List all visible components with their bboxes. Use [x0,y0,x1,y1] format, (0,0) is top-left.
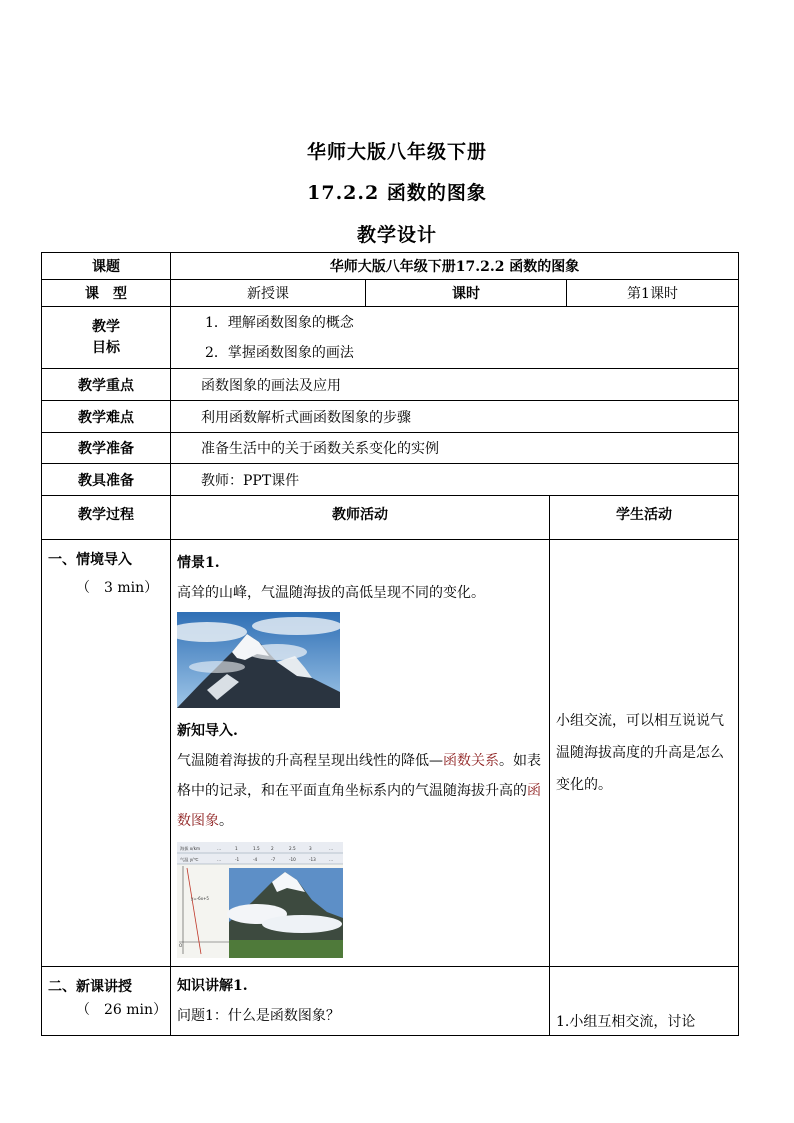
key-value: 函数图象的画法及应用 [171,369,739,401]
topic-value: 华师大版八年级下册17.2.2 函数的图象 [171,253,739,280]
highlight-function-relation: 函数关系 [443,753,499,769]
hours-value: 第1课时 [567,280,739,307]
tools-value: 教师：PPT课件 [171,464,739,496]
figure-table-cell: … [329,857,334,862]
figure-table-cell: 2 [271,846,274,851]
row-prep [42,433,739,464]
figure-table-cell: -7 [271,857,276,862]
goals-label-line1: 教学 [92,318,120,335]
section2-teacher-activity [171,967,550,1036]
row-section2 [42,967,739,1036]
knowledge-title: 知识讲解1. [177,978,248,994]
figure-table-cell: -1 [235,857,240,862]
section1-phase [42,540,171,967]
figure-table-cell: … [329,846,334,851]
new-text-part: 气温随着海拔的升高程呈现出线性的降低— [177,753,443,769]
figure-table-cell: -13 [309,857,316,862]
prep-label: 教学准备 [42,433,171,464]
type-label: 课 型 [42,280,171,307]
goal-item: 1．理解函数图象的概念 [205,314,354,331]
difficulty-value: 利用函数解析式画函数图象的步骤 [171,401,739,433]
scene-title: 情景1. [177,555,220,571]
figure-table-cell: 1 [235,846,238,851]
row-key [42,369,739,401]
prep-value: 准备生活中的关于函数关系变化的实例 [171,433,739,464]
row-type [42,280,739,307]
section1-teacher-activity [171,540,550,967]
document-title: 华师大版八年级下册 [306,141,487,163]
section1-duration: （ 3 min） [76,580,159,596]
section1-phase-title: 一、情境导入 [48,552,132,568]
goals-value [171,307,739,369]
row-process-header [42,496,739,540]
teacher-activity-label: 教师活动 [171,496,550,540]
figure-table-cell: 气温 y/℃ [180,857,199,862]
tools-label: 教具准备 [42,464,171,496]
row-difficulty [42,401,739,433]
new-text-part: 。 [219,813,233,829]
lesson-title: 17.2.2 函数的图象 [307,182,487,204]
row-goals [42,307,739,369]
row-topic [42,253,739,280]
type-value: 新授课 [171,280,366,307]
difficulty-label: 教学难点 [42,401,171,433]
new-knowledge-title: 新知导入. [177,723,238,739]
new-knowledge-text [177,746,543,836]
process-label: 教学过程 [42,496,171,540]
figure-table-cell: 1.5 [253,846,260,851]
new-text-part: 。如表格中的记录，和在平面直角坐标系内的气温随海拔升高的 [177,753,541,799]
figure-table-cell: … [217,857,222,862]
figure-table-cell: -4 [253,857,258,862]
student-activity-label: 学生活动 [550,496,739,540]
lesson-plan-table [41,252,739,1036]
figure-table-cell: 3 [309,846,312,851]
section1-student-activity: 小组交流，可以相互说说气温随海拔高度的升高是怎么变化的。 [550,540,739,967]
question-1: 问题1：什么是函数图象？ [177,1008,340,1024]
mountain-photo [177,612,340,708]
highlight-function-graph: 函数图象 [177,783,541,829]
topic-label: 课题 [42,253,171,280]
section2-phase [42,967,171,1036]
goals-label [42,307,171,369]
section2-phase-title: 二、新课讲授 [48,979,132,995]
figure-table-cell: … [217,846,222,851]
figure-table-cell: 海拔 x/km [180,846,201,851]
scene-text: 高耸的山峰，气温随海拔的高低呈现不同的变化。 [177,585,485,601]
hours-label: 课时 [366,280,567,307]
figure-table-cell: 2.5 [289,846,296,851]
row-section1 [42,540,739,967]
key-label: 教学重点 [42,369,171,401]
goals-label-line2: 目标 [92,339,120,356]
row-tools [42,464,739,496]
graph-equation: y=-6x+5 [191,896,209,901]
design-title: 教学设计 [356,224,437,246]
graph-origin: O [179,943,183,948]
goal-item: 2．掌握函数图象的画法 [205,344,354,361]
section2-student-activity: 1.小组互相交流，讨论 [550,967,739,1036]
section2-duration: （ 26 min） [76,1002,168,1018]
altitude-temperature-figure [177,842,343,958]
figure-table-cell: -10 [289,857,296,862]
